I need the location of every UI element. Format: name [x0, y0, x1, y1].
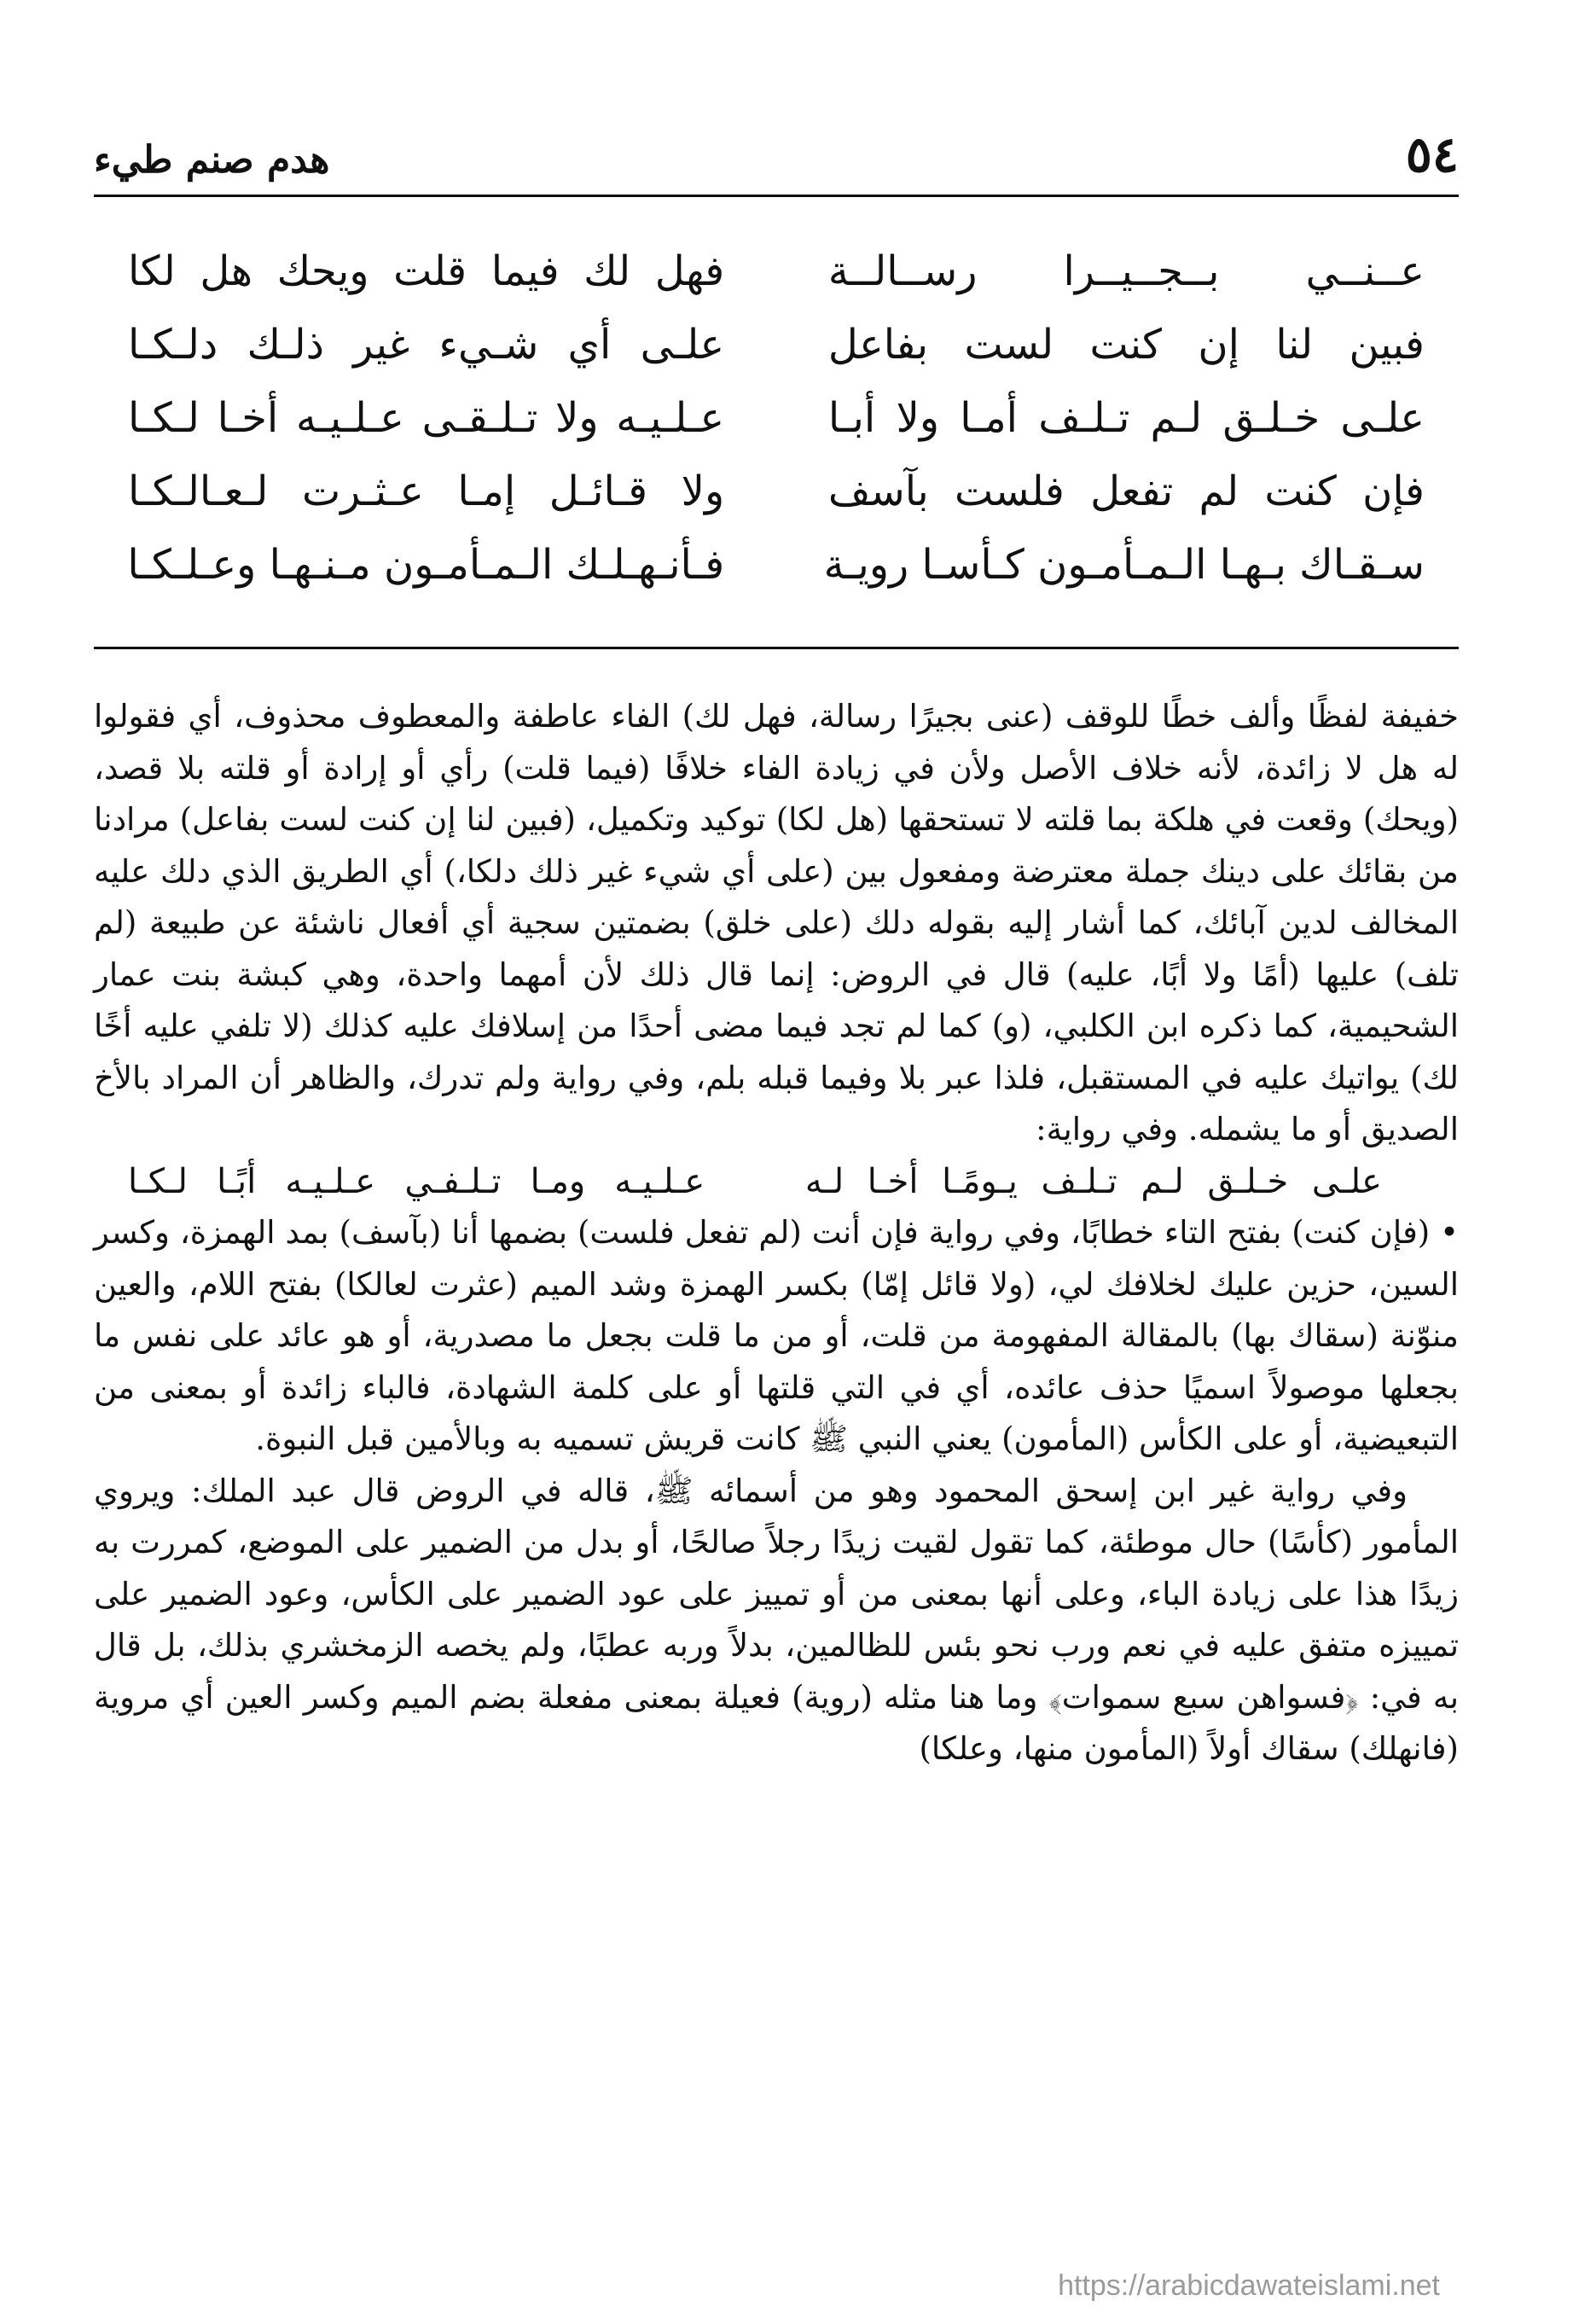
poem-block: [128, 235, 1425, 601]
verse-first-hemistich: فبين لنا إن كنت لست بفاعل: [827, 321, 1425, 369]
verse-line: [128, 455, 1425, 528]
verse-first-hemistich: سـقـاك بـهـا الـمـأمـون كـأسـا رويـة: [823, 541, 1425, 589]
verse-second-hemistich: عـلـيـه ولا تـلـقـى عـلـيـه أخـا لـكـا: [128, 394, 725, 442]
verse-second-hemistich: علـى أي شـيء غير ذلـك دلـكـا: [128, 321, 725, 369]
commentary: [94, 691, 1459, 1775]
header-rule: [94, 195, 1459, 197]
verse-line: [128, 235, 1425, 308]
verse-second-hemistich: فـأنـهـلـك الـمـأمـون مـنـهـا وعـلـكـا: [127, 541, 725, 589]
page-number: ٥٤: [1405, 125, 1459, 183]
commentary-paragraph: خفيفة لفظًا وألف خطًا للوقف (عنى بجيرًا رسالة، فهل لك) الفاء عاطفة والمعطوف محذوف، أي فقولوا له هل لا زائدة، لأنه خلاف الأصل ولأن في زيادة الفاء خلافًا (فيما قلت) رأي أو إرادة أو قلته بلا قصد، (ويحك) وقعت في هلكة بما قلته لا تستحقها (هل لكا) توكيد وتكميل، (فبين لنا إن كنت لست بفاعل) مرادنا من بقائك على دينك جملة معترضة ومفعول بين (على أي شيء غير ذلك دلكا،) أي الطريق الذي دلك عليه المخالف لدين آبائك، كما أشار إليه بقوله دلك (على خلق) بضمتين سجية أي أفعال ناشئة عن طبيعة (لم تلف) عليها (أمًا ولا أبًا، عليه) قال في الروض: إنما قال ذلك لأن أمهما واحدة، وهي كبشة بنت عمار الشحيمية، كما ذكره ابن الكلبي، (و) كما لم تجد فيما مضى أحدًا من إسلافك عليه كذلك (لا تلفي عليه أخًا لك) يواتيك عليه في المستقبل، فلذا عبر بلا وفيما قبله بلم، وفي رواية ولم تدرك، والظاهر أن المراد بالأخ الصديق أو ما يشمله. وفي رواية:: [94, 698, 1459, 1147]
verse-second-hemistich: عـلـيـه ومـا تـلـفـي عـلـيـه أبًـا لـكـا: [128, 1161, 705, 1201]
verse-second-hemistich: ولا قـائـل إمـا عـثـرت لـعـالـكـا: [128, 468, 725, 515]
verse-line: [128, 528, 1425, 601]
verse-first-hemistich: عــنــي بــجــيــرا رســالــة: [827, 247, 1425, 295]
running-title: هدم صنم طيء: [94, 138, 330, 182]
book-page: [94, 102, 1459, 2286]
verse-second-hemistich: فهل لك فيما قلت ويحك هل لكا: [128, 247, 725, 295]
poem-rule: [94, 647, 1459, 649]
watermark: https://arabicdawateislami.net: [1058, 2269, 1440, 2302]
commentary-paragraph: • (فإن كنت) بفتح التاء خطابًا، وفي رواية فإن أنت (لم تفعل فلست) بضمها أنا (بآسف) بمد الهمزة، وكسر السين، حزين عليك لخلافك لي، (ولا قائل إمّا) بكسر الهمزة وشد الميم (عثرت لعالكا) بفتح اللام، والعين منوّنة (سقاك بها) بالمقالة المفهومة من قلت، أو من ما قلت بجعل ما مصدرية، أو هو عائد على نفس ما بجعلها موصولاً اسميًا حذف عائده، أي في التي قلتها أو على كلمة الشهادة، فالباء زائدة أو بمعنى من التبعيضية، أو على الكأس (المأمون) يعني النبي ﷺ كانت قريش تسميه به وبالأمين قبل النبوة.: [94, 1214, 1459, 1457]
verse-first-hemistich: علـى خـلـق لـم تـلـف يـومًـا أخـا لـه: [804, 1161, 1382, 1201]
inline-verse: [94, 1156, 1459, 1208]
commentary-paragraph: وفي رواية غير ابن إسحق المحمود وهو من أسمائه ﷺ، قاله في الروض قال عبد الملك: ويروي المأمور (كأسًا) حال موطئة، كما تقول لقيت زيدًا رجلاً صالحًا، أو بدل من الضمير على الموضع، كمررت به زيدًا هذا على زيادة الباء، وعلى أنها بمعنى من أو تمييز على عود الضمير على الكأس، وعود الضمير على تمييزه متفق عليه في نعم ورب نحو بئس للظالمين، بدلاً وربه عطبًا، ولم يخصه الزمخشري بذلك، بل قال به في: ﴿فسواهن سبع سموات﴾ وما هنا مثله (روية) فعيلة بمعنى مفعلة بضم الميم وكسر العين أي مروية (فانهلك) سقاك أولاً (المأمون منها، وعلكا): [94, 1472, 1459, 1767]
verse-line: [128, 308, 1425, 381]
page-header: [94, 102, 1459, 183]
verse-first-hemistich: علـى خـلـق لـم تـلـف أمـا ولا أبـا: [827, 394, 1425, 442]
verse-first-hemistich: فإن كنت لم تفعل فلست بآسف: [827, 468, 1425, 515]
verse-line: [128, 381, 1425, 455]
